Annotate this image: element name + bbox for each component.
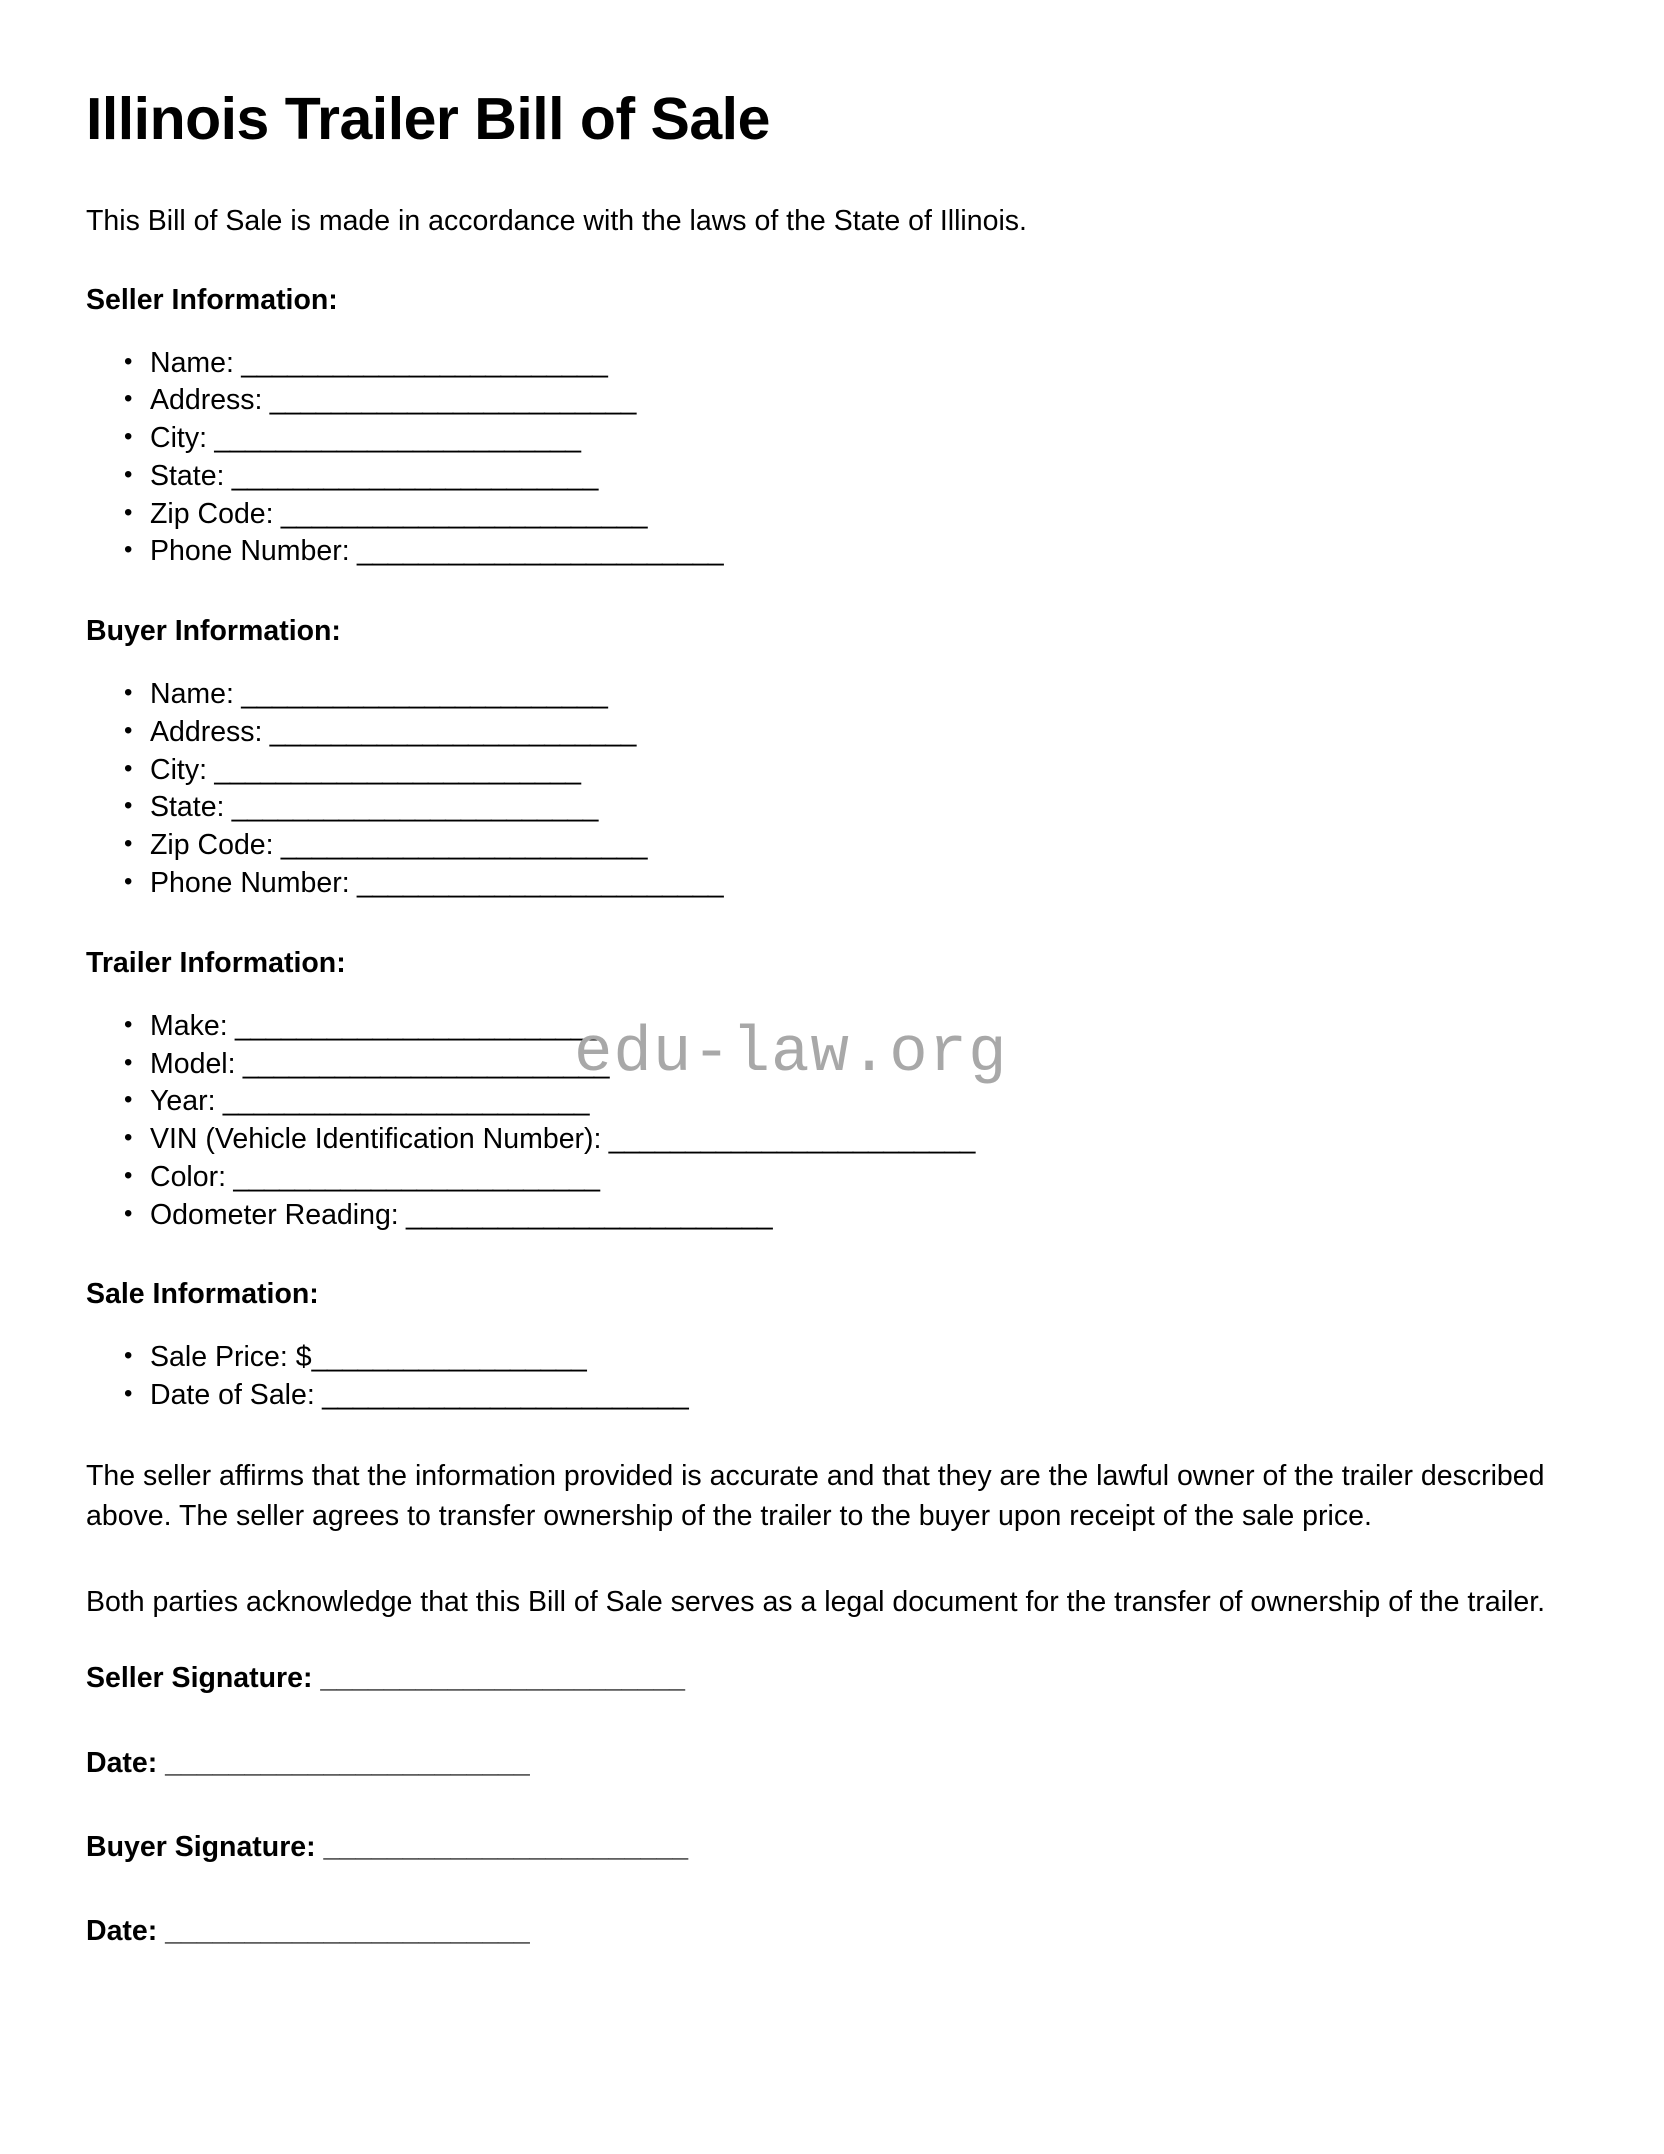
field-label: Phone Number:: [150, 866, 350, 899]
field-buyer-zip-code: [124, 827, 1578, 865]
field-fill-line[interactable]: ________________________: [233, 678, 608, 711]
field-sale-price: [124, 1339, 1578, 1377]
affirmation-paragraph-1: The seller affirms that the information provided is accurate and that they are the lawful owner of the trailer described above. The seller agrees to transfer ownership of the trailer to the buyer upon receipt of the sale price.: [86, 1459, 1545, 1532]
field-label: State:: [150, 459, 225, 492]
affirmation-paragraph-2: Both parties acknowledge that this Bill of Sale serves as a legal document for the transfer of ownership of the trailer.: [86, 1585, 1546, 1618]
field-buyer-name: [124, 676, 1578, 714]
field-label: Address:: [150, 715, 263, 748]
field-fill-line[interactable]: ________________________: [262, 715, 636, 748]
field-label: Phone Number:: [150, 535, 350, 568]
field-label: Year:: [150, 1085, 216, 1118]
field-fill-line[interactable]: ________________________: [262, 384, 636, 417]
field-label: Name:: [150, 346, 234, 379]
field-label: Zip Code:: [150, 497, 274, 530]
site-watermark: edu-law.org: [574, 1018, 1008, 1090]
field-buyer-city: [124, 752, 1578, 790]
field-label: Address:: [150, 384, 263, 417]
field-label: Model:: [150, 1047, 236, 1080]
field-trailer-vin: [124, 1121, 1578, 1159]
field-fill-line[interactable]: ________________________: [233, 346, 608, 379]
field-label: Name:: [150, 678, 234, 711]
field-label: Sale Price: $: [150, 1341, 312, 1374]
field-label: Date of Sale:: [150, 1379, 315, 1412]
field-fill-line[interactable]: ________________________: [349, 866, 723, 899]
field-fill-line[interactable]: ________________________: [601, 1123, 975, 1155]
intro-paragraph: This Bill of Sale is made in accordance with the laws of the State of Illinois.: [86, 204, 1027, 237]
seller-information-heading: Seller Information:: [86, 283, 338, 316]
buyer-signature-line[interactable]: Buyer Signature: _______________________: [86, 1830, 689, 1863]
field-fill-line[interactable]: ________________________: [224, 791, 598, 824]
sale-field-list: [86, 1339, 1578, 1415]
field-label: State:: [150, 791, 225, 824]
field-seller-city: [124, 420, 1578, 458]
page-title: Illinois Trailer Bill of Sale: [86, 86, 770, 152]
field-trailer-model: [124, 1046, 1578, 1084]
field-label: City:: [150, 753, 207, 786]
buyer-date-line[interactable]: Date: _______________________: [86, 1914, 530, 1947]
field-fill-line[interactable]: ________________________: [227, 1009, 601, 1042]
field-fill-line[interactable]: ________________________: [215, 1085, 589, 1118]
seller-field-list: [86, 345, 1578, 572]
signature-block: [86, 1660, 1578, 1949]
buyer-field-list: [86, 676, 1578, 903]
field-trailer-make: [124, 1008, 1578, 1046]
field-trailer-color: [124, 1159, 1578, 1197]
field-label: VIN (Vehicle Identification Number):: [150, 1123, 602, 1155]
trailer-information-heading: Trailer Information:: [86, 946, 346, 979]
seller-date-line[interactable]: Date: _______________________: [86, 1746, 530, 1779]
seller-signature-line[interactable]: Seller Signature: _______________________: [86, 1662, 685, 1695]
field-label: Zip Code:: [150, 829, 274, 862]
field-label: Odometer Reading:: [150, 1198, 399, 1231]
trailer-field-list: [86, 1008, 1578, 1235]
field-seller-zip-code: [124, 496, 1578, 534]
field-seller-phone-number: [124, 533, 1578, 571]
field-fill-line[interactable]: ________________________: [273, 829, 647, 862]
field-buyer-address: [124, 714, 1578, 752]
field-date-of-sale: [124, 1377, 1578, 1415]
field-trailer-year: [124, 1083, 1578, 1121]
field-fill-line[interactable]: ________________________: [207, 753, 581, 786]
field-label: Make:: [150, 1009, 228, 1042]
field-fill-line[interactable]: ________________________: [314, 1379, 689, 1412]
buyer-information-heading: Buyer Information:: [86, 615, 341, 648]
field-fill-line[interactable]: ________________________: [235, 1047, 609, 1080]
field-fill-line[interactable]: __________________: [311, 1341, 587, 1374]
field-fill-line[interactable]: ________________________: [349, 535, 723, 568]
field-fill-line[interactable]: ________________________: [207, 422, 581, 455]
field-buyer-state: [124, 789, 1578, 827]
field-label: City:: [150, 422, 207, 455]
field-fill-line[interactable]: ________________________: [273, 497, 647, 530]
field-fill-line[interactable]: ________________________: [224, 459, 598, 492]
field-buyer-phone-number: [124, 865, 1578, 903]
field-seller-name: [124, 345, 1578, 383]
field-seller-address: [124, 382, 1578, 420]
field-fill-line[interactable]: ________________________: [226, 1160, 600, 1193]
sale-information-heading: Sale Information:: [86, 1278, 319, 1311]
field-label: Color:: [150, 1160, 227, 1193]
field-seller-state: [124, 458, 1578, 496]
field-fill-line[interactable]: ________________________: [398, 1198, 773, 1231]
field-trailer-odometer-reading: [124, 1197, 1578, 1235]
